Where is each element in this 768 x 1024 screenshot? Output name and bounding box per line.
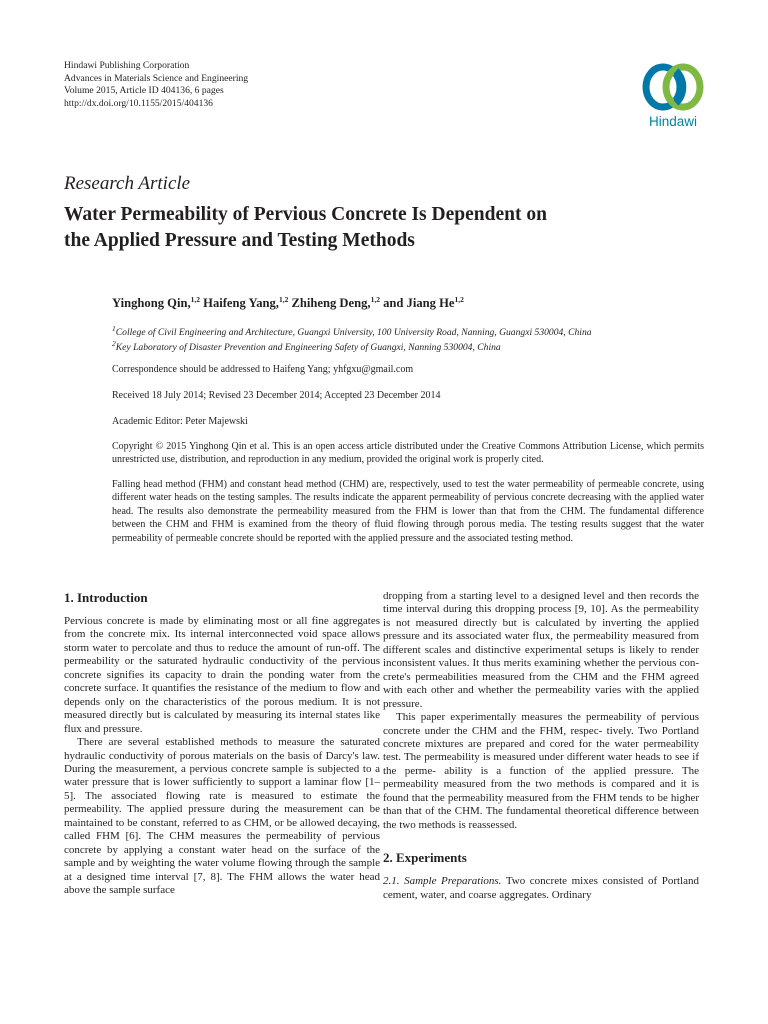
author-affiliation-mark: 1,2: [278, 294, 289, 304]
academic-editor: Academic Editor: Peter Majewski: [112, 416, 248, 427]
correspondence: Correspondence should be addressed to Haifeng Yang; yhfgxu@gmail.com: [112, 364, 414, 375]
author-name: Yinghong Qin,: [112, 296, 191, 310]
affiliation-line: [112, 340, 592, 355]
abstract: Falling head method (FHM) and constant head method (CHM) are, respectively, used to test the water permeability of permeable concrete, using different water heads on the testing samples. The results indicate the apparent permeability of pervious concrete decreasing with the applied water head. The results also demonstrate the permeability measured from the FHM is lower than that from the CHM. The fundamental difference between the CHM and FHM is examined from the theory of fluid flowing through porous media. The testing results suggest that the water permeability of permeable concrete should be reported with the applied pressure and the associated testing method.: [112, 479, 704, 544]
article-type: Research Article: [64, 173, 191, 194]
subsection-heading: 2.1. Sample Preparations.: [383, 875, 502, 888]
affiliation-text: Key Laboratory of Disaster Prevention and Engineering Safety of Guangxi, Nanning 530004, China: [115, 342, 501, 353]
volume-info: Volume 2015, Article ID 404136, 6 pages: [64, 85, 224, 97]
sample-preparations-paragraph: 2.1. Sample Preparations. Two concrete mixes consisted of Portland cement, water, and coarse aggregates. Ordinary: [383, 875, 699, 901]
intro-paragraph-1: Pervious concrete is made by eliminating most or all fine aggregates from the concrete mix. Its internal interconnected void space allows storm water to percolate and thus to reduce the amount of run-off. The permeability or the saturated hydraulic conductivity of the pervious concrete signifies its capacity to drain the ponding water from the concrete surface. It quantifies the resistance of the medium to flow and depends only on the characteristics of the porous medium. It is not measured directly but is calculated by measuring its internal states like flux and pressure.: [64, 615, 381, 735]
copyright-notice: Copyright © 2015 Yinghong Qin et al. This is an open access article distributed under the Creative Commons Attribution License, which permits unrestricted use, distribution, and reproduction in any medium, provided the original work is properly cited.: [112, 441, 704, 466]
affiliation-mark: 1: [112, 323, 116, 333]
publisher-name: Hindawi Publishing Corporation: [64, 60, 190, 71]
hindawi-logo: [630, 62, 716, 138]
author-name: Haifeng Yang,: [200, 296, 279, 310]
hindawi-logo-text: Hindawi: [648, 114, 698, 129]
right-column: [383, 590, 699, 902]
journal-name: Advances in Materials Science and Engineering: [64, 72, 249, 84]
author-name: Zhiheng Deng,: [288, 296, 371, 310]
author-affiliation-mark: 1,2: [190, 294, 200, 304]
author-name: and Jiang He: [379, 296, 455, 310]
article-title: [64, 202, 694, 254]
affiliation-text: College of Civil Engineering and Architecture, Guangxi University, 100 University Road, Nanning, Guangxi 530004, China: [115, 327, 592, 338]
author-affiliation-mark: 1,2: [454, 294, 464, 304]
doi-link[interactable]: http://dx.doi.org/10.1155/2015/404136: [64, 97, 213, 109]
author-affiliation-mark: 1,2: [370, 294, 380, 304]
article-dates: Received 18 July 2014; Revised 23 December 2014; Accepted 23 December 2014: [112, 390, 441, 401]
title-line: the Applied Pressure and Testing Methods: [64, 230, 415, 251]
affiliations: [112, 325, 592, 355]
affiliation-mark: 2: [112, 338, 116, 348]
intro-paragraph-3: This paper experimentally measures the permeability of pervious concrete under the CHM and the FHM, respec- tively. Two Portland concrete mixtures are prepared and cored for the water permeability test. The permeability is measured under different water heads to see if the perme- ability is a function of the applied pressure. The permeability measured from the two methods is compared and it is found that the permeability measured from the FHM tends to be higher than that of the CHM. The fundamental theoretical difference between the two methods is reassessed.: [383, 711, 700, 831]
author-list: [112, 296, 464, 311]
section-heading-experiments: 2. Experiments: [383, 850, 467, 866]
hindawi-rings-icon: [640, 62, 706, 112]
title-line: Water Permeability of Pervious Concrete Is Dependent on: [64, 204, 547, 225]
affiliation-line: [112, 325, 592, 340]
section-heading-introduction: 1. Introduction: [64, 590, 148, 605]
left-column: [64, 590, 380, 898]
intro-paragraph-continued: dropping from a starting level to a designed level and then records the time interval during this dropping process [9, 10]. As the permeability is not measured directly but is calculated by inverting the applied pressure and its associated water flux, the permeability measured from different scales and distinctive experimental setups is likely to render inconsistent values. It thus merits examining whether the pervious con- crete's permeabilities measured from the CHM and the FHM agreed with each other and whether the permeability varies with the applied pressure.: [383, 590, 700, 710]
journal-info: [64, 60, 248, 110]
intro-paragraph-2: There are several established methods to measure the saturated hydraulic conductivity of porous materials on the basis of Darcy's law. During the measurement, a pervious concrete sample is subjected to a water pressure that is lower sufficiently to support a laminar flow [1–5]. The associated flowing rate is measured to estimate the permeability. The applied pressure during the measurement can be maintained to be constant, referred to as CHM, or be allowed decaying, called FHM [6]. The CHM measures the permeability of pervious concrete by applying a constant water head on the surface of the sample and by weighting the water volume flowing through the sample at a designed time interval [7, 8]. The FHM allows the water head above the sample surface: [64, 736, 381, 897]
